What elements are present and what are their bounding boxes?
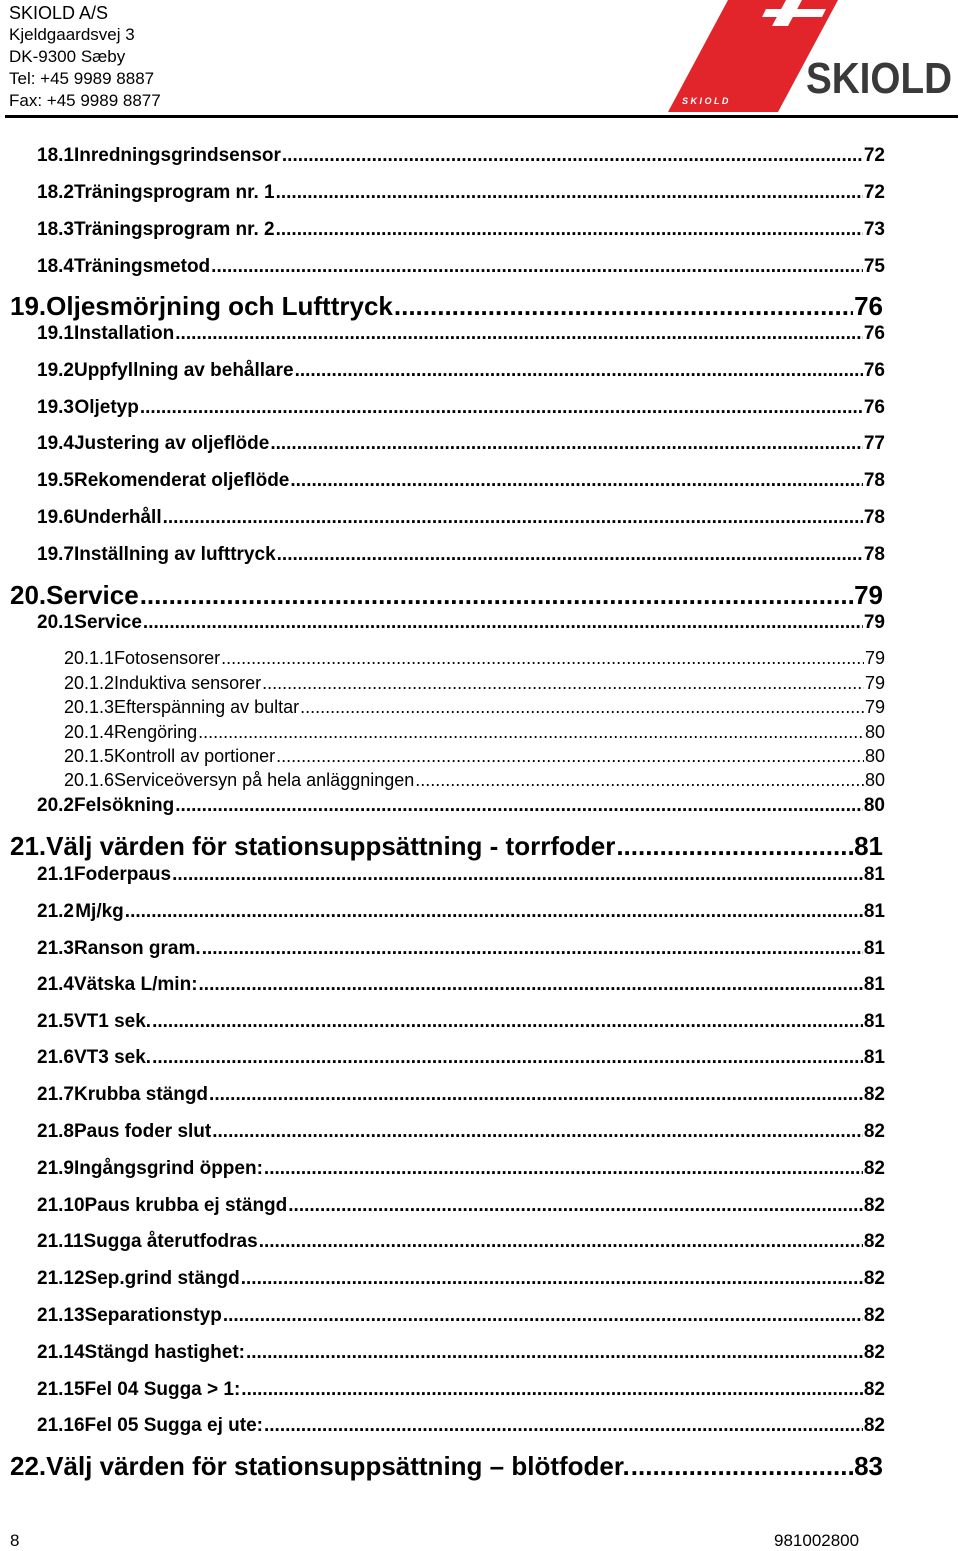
toc-entry (37, 397, 885, 419)
toc-entry-page: 78 (863, 470, 885, 491)
toc-entry (37, 1195, 885, 1217)
toc-entry (64, 722, 885, 743)
toc-entry (37, 612, 885, 634)
toc-entry-page: 80 (863, 795, 885, 816)
toc-entry (10, 831, 883, 862)
toc-entry (37, 1011, 885, 1033)
toc-entry (37, 1379, 885, 1401)
toc-entry-page: 79 (863, 612, 885, 633)
toc-entry-title: Felsökning (73, 795, 175, 816)
toc-entry-title: Fel 05 Sugga ej ute: (84, 1415, 263, 1436)
toc-entry-number: 21.15 (37, 1379, 85, 1400)
toc-entry-page: 82 (863, 1342, 885, 1363)
toc-entry-title: VT1 sek. (73, 1011, 152, 1032)
toc-entry (37, 1305, 885, 1327)
toc-entry-number: 21.7 (37, 1084, 74, 1105)
toc-entry-number: 20. (10, 580, 47, 610)
toc-entry-page: 79 (864, 648, 885, 668)
toc-entry (37, 864, 885, 886)
toc-entry-title: Inredningsgrindsensor (73, 145, 281, 166)
toc-entry-title: Service (46, 580, 139, 610)
toc-entry-page: 79 (864, 697, 885, 717)
toc-entry (10, 291, 883, 322)
logo-slogan: S K I O L D (682, 96, 729, 106)
toc-entry-title: Induktiva sensorer (114, 673, 262, 693)
company-city: DK-9300 Sæby (9, 47, 126, 66)
toc-entry (37, 1268, 885, 1290)
toc-entry-number: 21.13 (37, 1305, 85, 1326)
toc-leader-dots (276, 746, 864, 767)
toc-leader-dots (394, 291, 853, 322)
toc-leader-dots (276, 219, 863, 241)
toc-entry-number: 20.1.5 (64, 746, 115, 766)
toc-entry-title: Fel 04 Sugga > 1: (84, 1379, 241, 1400)
toc-entry-number: 18.4 (37, 256, 74, 277)
toc-entry-number: 19.2 (37, 360, 74, 381)
toc-entry-number: 18.3 (37, 219, 74, 240)
toc-entry-number: 19.5 (37, 470, 74, 491)
toc-entry-number: 19.3 (37, 397, 74, 418)
toc-leader-dots (140, 397, 863, 419)
document-number: 981002800 (774, 1531, 860, 1550)
toc-entry-number: 21.5 (37, 1011, 74, 1032)
toc-leader-dots (282, 145, 863, 167)
skiold-logo (668, 0, 960, 116)
toc-entry-number: 21.12 (37, 1268, 85, 1289)
toc-entry-number: 21.11 (37, 1231, 84, 1252)
toc-entry-number: 21.4 (37, 974, 74, 995)
toc-entry-page: 82 (863, 1231, 885, 1252)
toc-entry-page: 82 (863, 1305, 885, 1326)
toc-entry-title: Oljesmörjning och Lufttryck (46, 291, 393, 321)
toc-entry-number: 20.1.3 (64, 697, 115, 717)
toc-entry-title: Uppfyllning av behållare (73, 360, 294, 381)
toc-entry-title: Sep.grind stängd (84, 1268, 240, 1289)
page-number: 8 (10, 1531, 20, 1550)
toc-leader-dots (290, 470, 862, 492)
toc-entry-title: Stängd hastighet: (84, 1342, 245, 1363)
toc-entry-number: 21.3 (37, 938, 74, 959)
toc-entry-page: 78 (863, 544, 885, 565)
toc-leader-dots (300, 697, 864, 718)
toc-entry-page: 73 (863, 219, 885, 240)
toc-entry-page: 82 (863, 1379, 885, 1400)
toc-entry-page: 80 (864, 746, 885, 766)
toc-leader-dots (221, 648, 864, 669)
company-name: SKIOLD A/S (9, 3, 109, 23)
toc-entry-page: 79 (854, 580, 883, 610)
toc-leader-dots (264, 1158, 863, 1180)
toc-leader-dots (270, 433, 863, 455)
toc-leader-dots (209, 1084, 863, 1106)
toc-entry-number: 21.14 (37, 1342, 85, 1363)
toc-leader-dots (277, 544, 863, 566)
toc-entry (37, 974, 885, 996)
toc-leader-dots (241, 1268, 863, 1290)
toc-entry-title: Foderpaus (73, 864, 172, 885)
toc-entry-number: 22. (10, 1451, 47, 1481)
toc-entry-title: Ranson gram. (73, 938, 201, 959)
toc-entry-page: 81 (863, 901, 885, 922)
toc-entry (64, 697, 885, 718)
toc-entry-page: 82 (863, 1415, 885, 1436)
logo-wordmark: SKIOLD (806, 54, 952, 103)
toc-entry-number: 21. (10, 831, 47, 861)
toc-entry (37, 360, 885, 382)
toc-entry-page: 80 (864, 770, 885, 790)
company-street: Kjeldgaardsvej 3 (9, 25, 135, 44)
toc-entry-number: 20.2 (37, 795, 74, 816)
toc-leader-dots (202, 938, 863, 960)
toc-entry (37, 256, 885, 278)
toc-entry (10, 580, 883, 611)
toc-leader-dots (175, 323, 863, 345)
toc-leader-dots (223, 1305, 863, 1327)
toc-leader-dots (140, 580, 853, 611)
toc-leader-dots (631, 1451, 853, 1482)
toc-entry-title: Rekomenderat oljeflöde (73, 470, 290, 491)
company-address (9, 2, 161, 112)
toc-leader-dots (415, 770, 864, 791)
toc-entry (37, 795, 885, 817)
toc-entry-number: 21.6 (37, 1047, 74, 1068)
page-header (0, 0, 960, 118)
toc-leader-dots (198, 722, 864, 743)
toc-entry (37, 1047, 885, 1069)
toc-leader-dots (172, 864, 863, 886)
toc-entry-number: 18.2 (37, 182, 74, 203)
toc-entry (64, 648, 885, 669)
toc-entry-number: 20.1 (37, 612, 74, 633)
toc-entry-page: 78 (863, 507, 885, 528)
toc-leader-dots (163, 507, 863, 529)
toc-entry-title: Underhåll (73, 507, 162, 528)
toc-entry-number: 20.1.1 (64, 648, 115, 668)
toc-entry-page: 72 (863, 145, 885, 166)
toc-entry (37, 544, 885, 566)
toc-entry-title: Välj värden för stationsuppsättning – blötfoder. (46, 1451, 630, 1481)
header-divider (5, 115, 958, 118)
toc-entry-page: 81 (863, 938, 885, 959)
toc-leader-dots (125, 901, 863, 923)
toc-entry-number: 20.1.2 (64, 673, 115, 693)
toc-entry-title: Paus foder slut (73, 1121, 212, 1142)
toc-entry-number: 21.9 (37, 1158, 74, 1179)
toc-entry (37, 145, 885, 167)
toc-entry (37, 1342, 885, 1364)
toc-entry-number: 19.1 (37, 323, 74, 344)
toc-leader-dots (152, 1047, 863, 1069)
toc-entry-page: 72 (863, 182, 885, 203)
toc-entry-title: Träningsprogram nr. 1 (73, 182, 275, 203)
toc-entry-title: Träningsprogram nr. 2 (73, 219, 275, 240)
toc-leader-dots (199, 974, 863, 996)
toc-entry (37, 470, 885, 492)
toc-entry-title: Ingångsgrind öppen: (73, 1158, 263, 1179)
toc-leader-dots (143, 612, 863, 634)
toc-entry-page: 79 (864, 673, 885, 693)
toc-entry-title: Mj/kg (75, 901, 124, 922)
toc-entry-number: 19.4 (37, 433, 74, 454)
toc-entry-title: Krubba stängd (73, 1084, 209, 1105)
toc-entry-title: Fotosensorer (114, 648, 221, 668)
toc-entry-title: Kontroll av portioner (114, 746, 276, 766)
toc-entry-page: 76 (863, 360, 885, 381)
toc-entry (37, 1121, 885, 1143)
toc-leader-dots (616, 831, 853, 862)
toc-entry-page: 81 (863, 864, 885, 885)
toc-entry-title: Serviceöversyn på hela anläggningen (114, 770, 415, 790)
toc-leader-dots (295, 360, 863, 382)
toc-entry-number: 21.16 (37, 1415, 85, 1436)
toc-entry-number: 21.8 (37, 1121, 74, 1142)
toc-leader-dots (241, 1379, 863, 1401)
toc-entry (37, 901, 885, 923)
toc-entry-page: 76 (863, 323, 885, 344)
toc-entry-page: 82 (863, 1268, 885, 1289)
toc-entry (64, 770, 885, 791)
toc-leader-dots (288, 1195, 863, 1217)
company-phone: Tel: +45 9989 8887 (9, 69, 155, 88)
toc-entry-title: Välj värden för stationsuppsättning - torrfoder (46, 831, 616, 861)
toc-entry-page: 80 (864, 722, 885, 742)
toc-entry-title: Träningsmetod (73, 256, 211, 277)
toc-entry-number: 21.1 (37, 864, 74, 885)
toc-leader-dots (212, 1121, 863, 1143)
toc-entry (37, 1415, 885, 1437)
toc-entry-page: 82 (863, 1121, 885, 1142)
toc-entry-number: 19. (10, 291, 47, 321)
toc-entry-page: 76 (863, 397, 885, 418)
toc-leader-dots (264, 1415, 863, 1437)
toc-leader-dots (211, 256, 863, 278)
toc-entry-page: 81 (863, 1047, 885, 1068)
toc-entry-page: 83 (854, 1451, 883, 1481)
toc-entry-title: Rengöring (114, 722, 198, 742)
toc-entry (37, 433, 885, 455)
toc-leader-dots (259, 1231, 863, 1253)
toc-entry-title: Installation (73, 323, 175, 344)
toc-leader-dots (246, 1342, 863, 1364)
toc-entry-page: 82 (863, 1195, 885, 1216)
toc-entry (37, 1158, 885, 1180)
toc-entry (37, 182, 885, 204)
toc-entry-title: Sugga återutfodras (83, 1231, 258, 1252)
toc-entry (37, 1231, 885, 1253)
toc-entry-number: 21.2 (37, 901, 74, 922)
toc-entry (37, 1084, 885, 1106)
toc-entry-page: 81 (854, 831, 883, 861)
toc-entry (10, 1451, 883, 1482)
toc-leader-dots (276, 182, 863, 204)
company-fax: Fax: +45 9989 8877 (9, 91, 161, 110)
toc-entry (37, 323, 885, 345)
toc-entry-title: Service (74, 612, 142, 633)
toc-entry-page: 82 (863, 1084, 885, 1105)
toc-leader-dots (152, 1011, 863, 1033)
toc-entry-page: 77 (863, 433, 885, 454)
toc-entry-title: Separationstyp (84, 1305, 222, 1326)
toc-entry-number: 20.1.4 (64, 722, 115, 742)
toc-entry-page: 81 (863, 1011, 885, 1032)
toc-entry-number: 19.7 (37, 544, 74, 565)
toc-leader-dots (262, 673, 864, 694)
toc-entry-title: Efterspänning av bultar (114, 697, 300, 717)
toc-entry-title: Oljetyp (74, 397, 139, 418)
toc-entry-title: Inställning av lufttryck (73, 544, 276, 565)
toc-entry-title: Paus krubba ej stängd (84, 1195, 288, 1216)
toc-entry (64, 673, 885, 694)
toc-entry-title: Vätska L/min: (73, 974, 198, 995)
toc-entry-page: 81 (863, 974, 885, 995)
toc-entry-title: Justering av oljeflöde (73, 433, 270, 454)
toc-entry-number: 20.1.6 (64, 770, 115, 790)
toc-entry (37, 219, 885, 241)
toc-entry-page: 82 (863, 1158, 885, 1179)
toc-entry-number: 21.10 (37, 1195, 85, 1216)
toc-entry-number: 19.6 (37, 507, 74, 528)
toc-entry-page: 76 (854, 291, 883, 321)
toc-entry (64, 746, 885, 767)
toc-entry-title: VT3 sek. (73, 1047, 152, 1068)
toc-entry (37, 938, 885, 960)
toc-leader-dots (175, 795, 863, 817)
toc-entry-number: 18.1 (37, 145, 74, 166)
toc-entry-page: 75 (863, 256, 885, 277)
toc-entry (37, 507, 885, 529)
